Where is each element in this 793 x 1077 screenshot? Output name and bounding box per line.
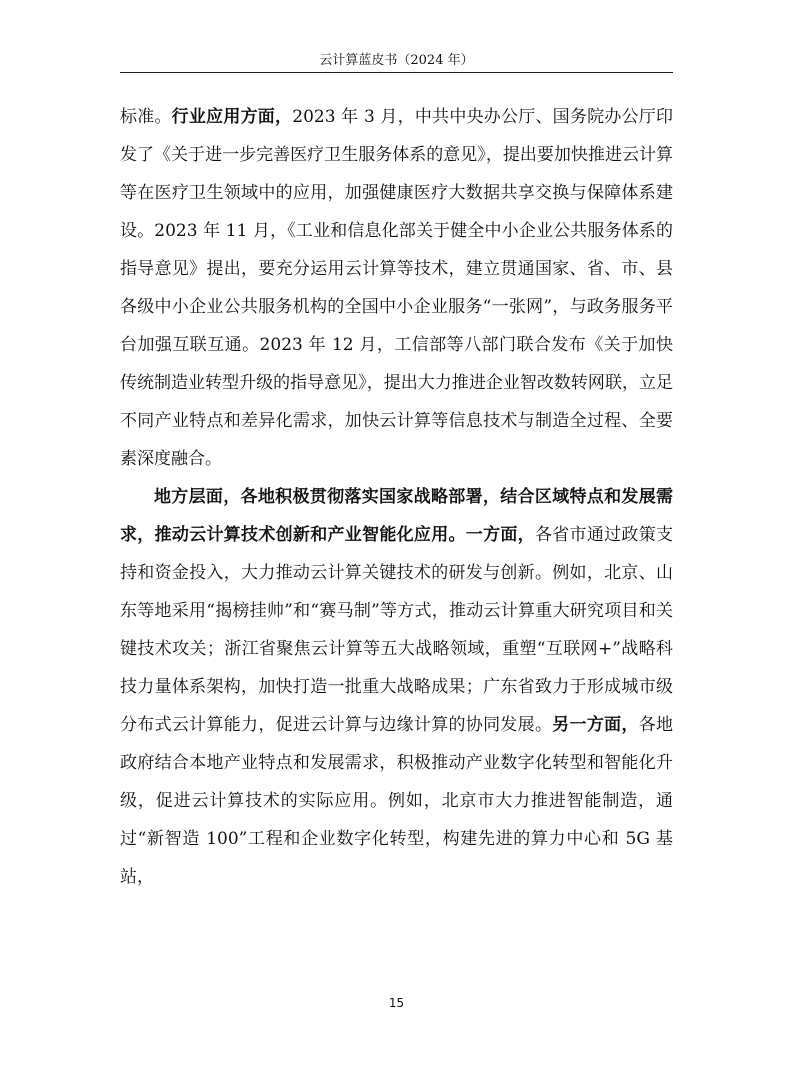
- paragraph-local: [120, 478, 673, 896]
- running-header: 云计算蓝皮书（2024 年）: [319, 53, 474, 68]
- text-run: 标准。: [120, 107, 172, 127]
- text-run: 各省市通过政策支持和资金投入，大力推动云计算关键技术的研发与创新。例如，北京、山东等地采用“揭榜挂帅”和“赛马制”等方式，推动云计算重大研究项目和关键技术攻关；浙江省聚焦云计算等五大战略领域，重塑“互联网+”战略科技力量体系架构，加快打造一批重大战略成果；广东省致力于形成城市级分布式云计算能力，促进云计算与边缘计算的协同发展。: [120, 525, 674, 735]
- paragraph-industry: [120, 98, 673, 478]
- header-rule: [120, 72, 673, 73]
- bold-heading-other-side: 另一方面，: [552, 715, 639, 735]
- body-text: [120, 98, 673, 896]
- bold-heading-industry: 行业应用方面，: [171, 107, 293, 127]
- text-run: 2023 年 3 月，中共中央办公厅、国务院办公厅印发了《关于进一步完善医疗卫生服务体系的意见》，提出要加快推进云计算等在医疗卫生领域中的应用，加强健康医疗大数据共享交换与保障体系建设。2023 年 11 月，《工业和信息化部关于健全中小企业公共服务体系的指导意见》提出，要充分运用云计算等技术，建立贯通国家、省、市、县各级中小企业公共服务机构的全国中小企业服务“一张网”，与政务服务平台加强互联互通。2023 年 12 月，工信部等八部门联合发布《关于加快传统制造业转型升级的指导意见》，提出大力推进企业智改数转网联，立足不同产业特点和差异化需求，加快云计算等信息技术与制造全过程、全要素深度融合。: [120, 107, 674, 469]
- bold-heading-local: 地方层面，各地积极贯彻落实国家战略部署，结合区域特点和发展需求，推动云计算技术创新和产业智能化应用。一方面，: [120, 487, 673, 545]
- page-number: 15: [388, 996, 405, 1010]
- text-run: 各地政府结合本地产业特点和发展需求，积极推动产业数字化转型和智能化升级，促进云计算技术的实际应用。例如，北京市大力推进智能制造，通过“新智造 100”工程和企业数字化转型，构建先进的算力中心和 5G 基站，: [120, 715, 674, 887]
